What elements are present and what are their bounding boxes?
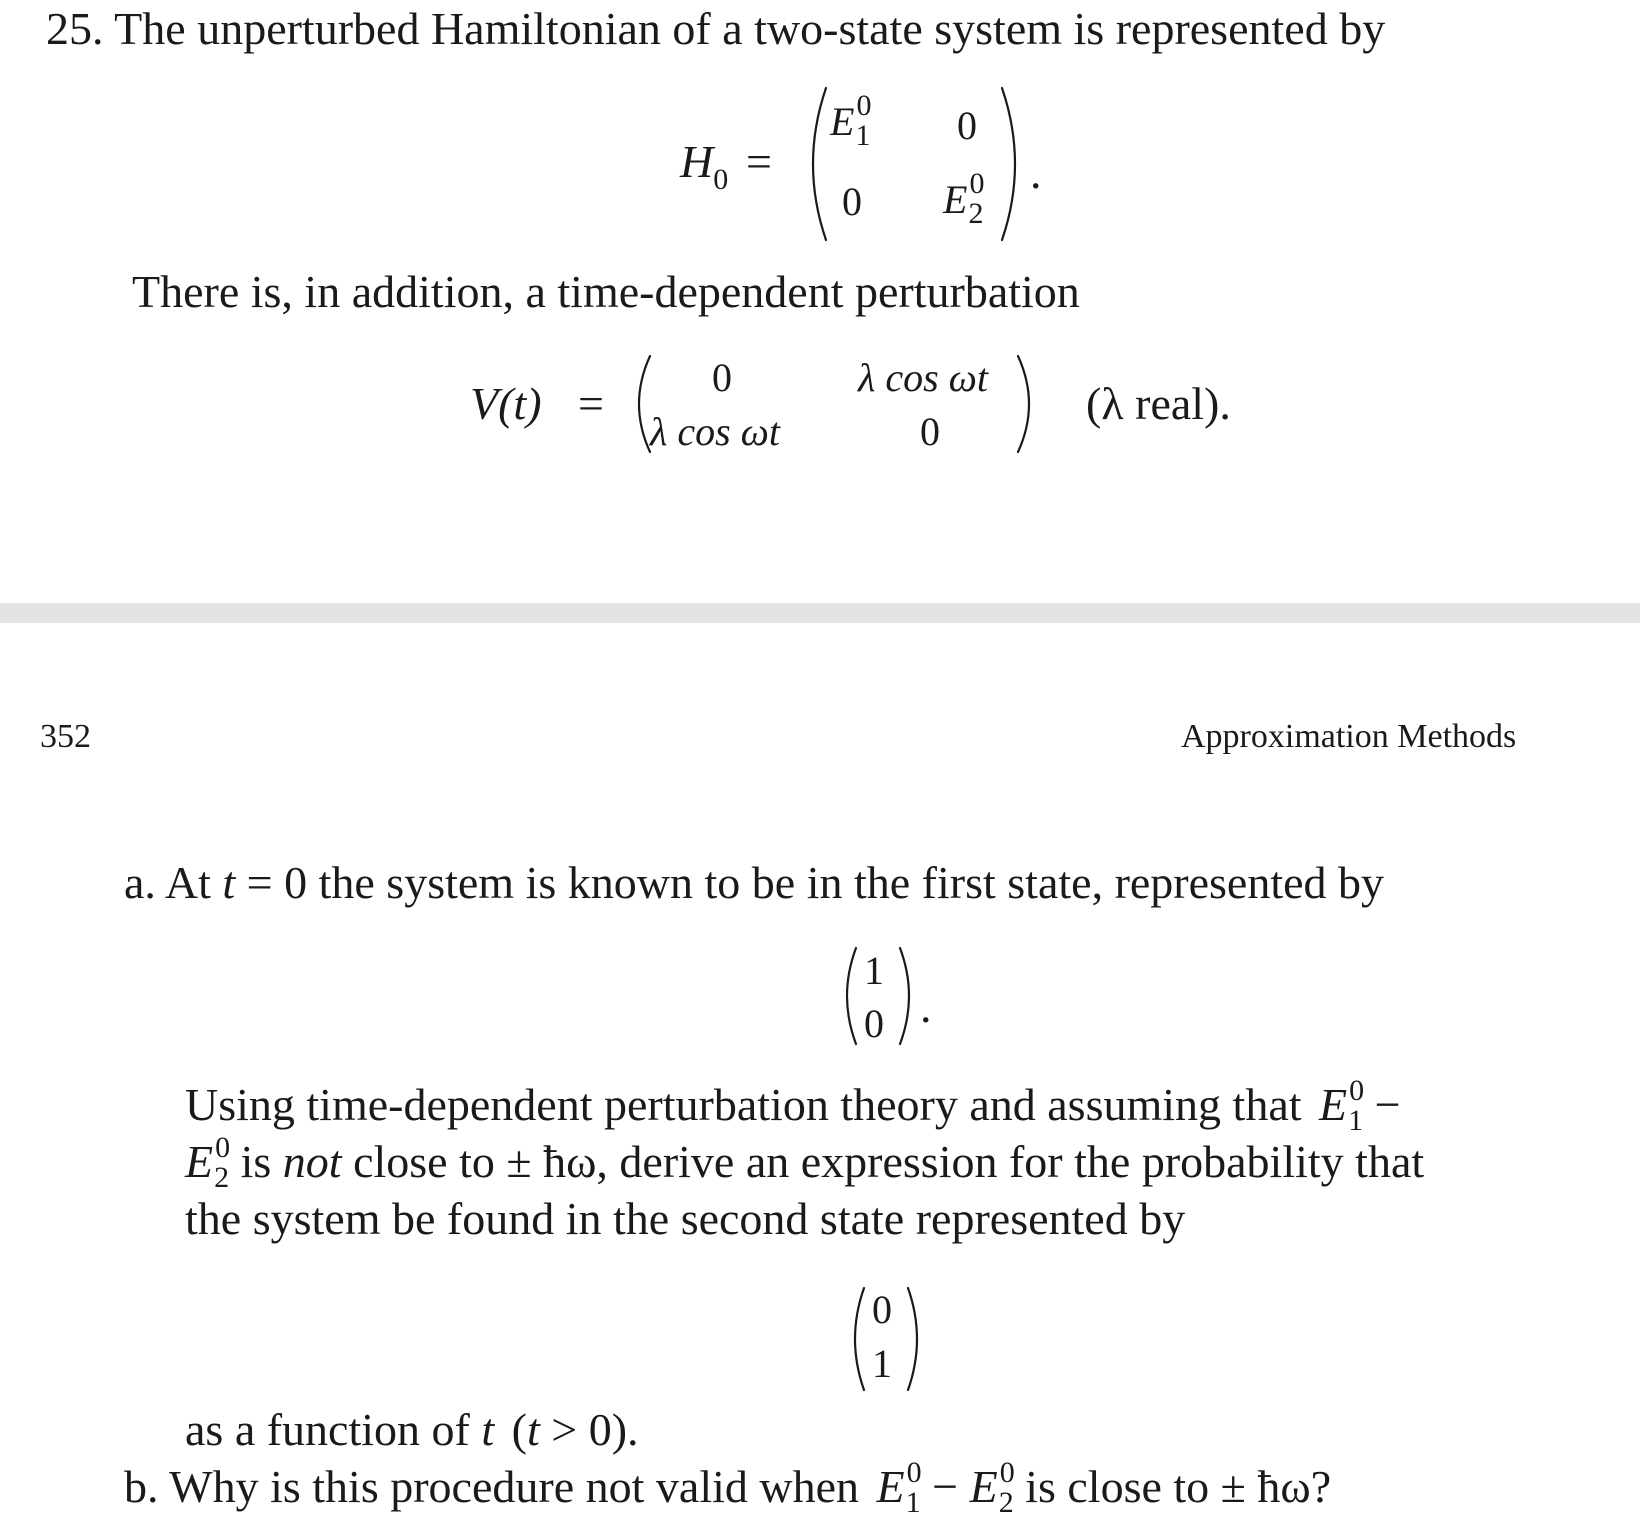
- h0-zero-top: 0: [957, 103, 977, 148]
- h0-e1: $E^0_1$: [830, 89, 872, 152]
- h0-e2: $E^0_2$: [943, 167, 985, 230]
- vec2-bottom: 1: [872, 1341, 892, 1386]
- part-a-at: At: [164, 857, 211, 908]
- part-b-line: b. Why is this procedure not valid when $E^0_1 - E^0_2$ is close to ± ħω?: [124, 1456, 1332, 1519]
- vec2-top: 0: [872, 1287, 892, 1332]
- problem-intro: The unperturbed Hamiltonian of a two-state system is represented by: [114, 3, 1386, 54]
- part-b-label: b.: [124, 1461, 159, 1512]
- v-zero-top: 0: [712, 355, 732, 400]
- h0-symbol: $H_0$: [680, 136, 729, 196]
- part-a-line1: [124, 857, 1385, 908]
- page-divider: [0, 603, 1640, 623]
- vec2-left-paren: [842, 1284, 870, 1394]
- problem-number: 25.: [46, 3, 104, 54]
- part-a-rest: = 0 the system is known to be in the first state, represented by: [246, 857, 1385, 908]
- page-number: 352: [40, 718, 91, 755]
- vec1-period: .: [920, 981, 932, 1032]
- vec1-bottom: 0: [864, 1001, 884, 1046]
- problem-intro-line: [46, 3, 1386, 54]
- v-zero-bottom: 0: [920, 409, 940, 454]
- v-equals: =: [578, 378, 604, 429]
- part-a-function-line: as a function of t (t > 0).: [185, 1404, 639, 1455]
- lambda-real-note: (λ real).: [1086, 378, 1231, 429]
- h0-equals: =: [746, 136, 772, 187]
- part-a-para-line3: the system be found in the second state represented by: [185, 1193, 1186, 1244]
- part-a-para-line1: Using time-dependent perturbation theory and assuming that $E^0_1$ −: [185, 1074, 1401, 1137]
- v-lcos-top: λ cos ωt: [858, 355, 988, 400]
- h0-zero-bottom: 0: [842, 179, 862, 224]
- vec2-right-paren: [902, 1284, 930, 1394]
- part-a-label: a.: [124, 857, 156, 908]
- v-right-paren: [1012, 352, 1044, 456]
- part-a-para-line2: $E^0_2$ is not close to ± ħω, derive an expression for the probability that: [185, 1131, 1425, 1194]
- h0-right-paren: [992, 84, 1032, 244]
- running-header: Approximation Methods: [1181, 718, 1517, 755]
- part-a-t: t: [222, 857, 236, 908]
- v-lcos-bottom: λ cos ωt: [650, 409, 780, 454]
- h0-period: .: [1030, 147, 1042, 198]
- vec1-right-paren: [894, 944, 922, 1048]
- perturbation-intro: There is, in addition, a time-dependent perturbation: [132, 266, 1080, 317]
- v-symbol: V(t): [470, 378, 542, 429]
- vec1-left-paren: [834, 944, 862, 1048]
- vec1-top: 1: [864, 948, 884, 993]
